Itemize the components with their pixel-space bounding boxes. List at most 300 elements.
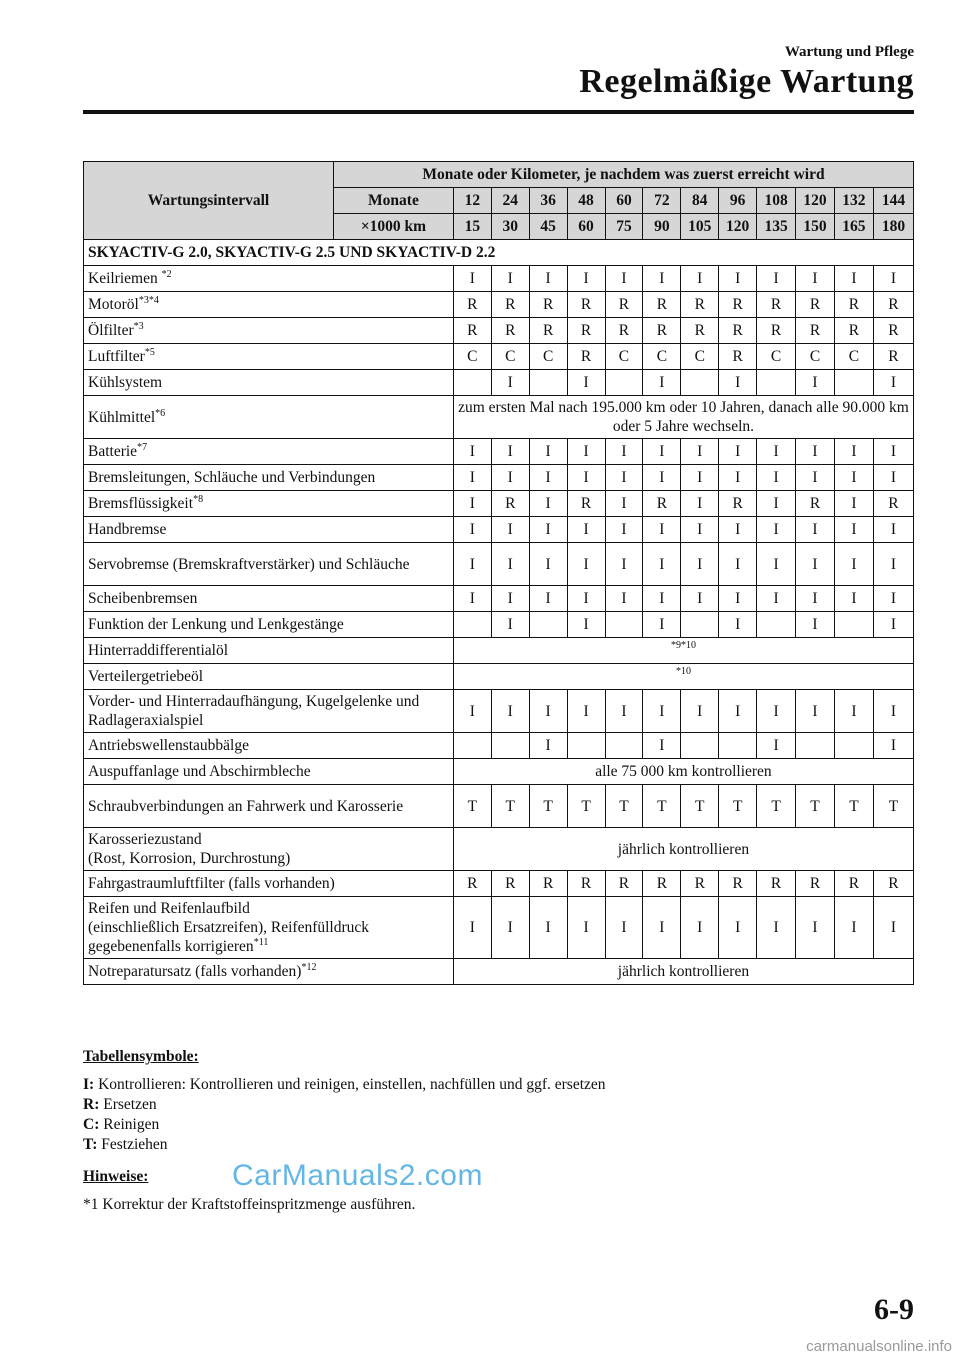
span-cell: zum ersten Mal nach 195.000 km oder 10 Jahren, danach alle 90.000 km oder 5 Jahre wechseln. (453, 396, 913, 439)
value-cell (605, 733, 643, 759)
value-cell: I (643, 543, 681, 586)
value-cell: R (643, 292, 681, 318)
value-cell: R (605, 292, 643, 318)
table-row (84, 612, 914, 638)
row-label-text: Servobremse (Bremskraftverstärker) und Schläuche (88, 555, 410, 573)
value-cell: R (873, 871, 913, 897)
legend-items (83, 1075, 606, 1155)
month-cell: 120 (796, 188, 835, 214)
value-cell: R (491, 318, 529, 344)
value-cell: R (643, 318, 681, 344)
span-cell: jährlich kontrollieren (453, 959, 913, 985)
value-cell: R (834, 292, 873, 318)
value-cell: I (453, 465, 491, 491)
span-cell: jährlich kontrollieren (453, 828, 913, 871)
value-cell: R (834, 318, 873, 344)
value-cell: R (605, 871, 643, 897)
month-cell: 60 (605, 188, 643, 214)
value-cell: I (605, 491, 643, 517)
km-cell: 15 (453, 214, 491, 240)
value-cell: R (567, 871, 605, 897)
value-cell: T (834, 785, 873, 828)
value-cell: I (491, 439, 529, 465)
value-cell: R (491, 871, 529, 897)
km-cell: 165 (834, 214, 873, 240)
value-cell: I (719, 517, 757, 543)
row-label (84, 690, 454, 733)
value-cell: I (796, 897, 835, 959)
value-cell: I (529, 897, 567, 959)
value-cell: R (491, 292, 529, 318)
value-cell: C (605, 344, 643, 370)
value-cell: R (643, 491, 681, 517)
value-cell: T (453, 785, 491, 828)
value-cell: I (681, 690, 719, 733)
footnote-ref: *2 (161, 269, 172, 280)
value-cell: R (567, 344, 605, 370)
row-label-text: Scheibenbremsen (88, 590, 198, 607)
value-cell: I (719, 612, 757, 638)
value-cell: I (567, 897, 605, 959)
value-cell: I (757, 897, 796, 959)
table-row (84, 318, 914, 344)
value-cell: T (719, 785, 757, 828)
value-cell: I (719, 586, 757, 612)
value-cell: I (491, 612, 529, 638)
value-cell: I (529, 439, 567, 465)
value-cell: I (873, 465, 913, 491)
value-cell: I (529, 543, 567, 586)
value-cell: I (834, 491, 873, 517)
row-label (84, 785, 454, 828)
row-label (84, 759, 454, 785)
row-label (84, 828, 454, 871)
value-cell: R (453, 318, 491, 344)
value-cell: I (681, 543, 719, 586)
value-cell: I (873, 690, 913, 733)
row-label-text: Bremsleitungen, Schläuche und Verbindungen (88, 469, 376, 486)
row-label-text: Keilriemen (88, 270, 162, 287)
value-cell: I (643, 612, 681, 638)
row-label-text: Reifen und Reifenlaufbild (88, 900, 250, 917)
value-cell: R (681, 318, 719, 344)
row-label (84, 664, 454, 690)
value-cell: R (491, 491, 529, 517)
value-cell: R (757, 292, 796, 318)
footnote-ref: *3*4 (138, 295, 159, 306)
value-cell: R (567, 491, 605, 517)
km-cell: 90 (643, 214, 681, 240)
value-cell (681, 612, 719, 638)
legend-item (83, 1135, 606, 1155)
page-title: Regelmäßige Wartung (579, 63, 914, 100)
value-cell: I (605, 439, 643, 465)
month-cell: 72 (643, 188, 681, 214)
value-cell: R (796, 318, 835, 344)
value-cell: I (643, 266, 681, 292)
value-cell: I (491, 543, 529, 586)
row-label (84, 959, 454, 985)
value-cell: I (796, 612, 835, 638)
value-cell: I (605, 690, 643, 733)
value-cell: R (796, 491, 835, 517)
value-cell (834, 370, 873, 396)
km-label: ×1000 km (334, 214, 454, 240)
value-cell: T (567, 785, 605, 828)
value-cell: R (719, 292, 757, 318)
legend-text: Reinigen (99, 1116, 160, 1133)
table-row (84, 266, 914, 292)
month-cell: 96 (719, 188, 757, 214)
value-cell: I (605, 897, 643, 959)
value-cell: I (453, 543, 491, 586)
value-cell: R (796, 292, 835, 318)
value-cell: I (873, 439, 913, 465)
value-cell: I (796, 690, 835, 733)
header-rule (83, 110, 914, 114)
value-cell: I (567, 465, 605, 491)
value-cell: I (453, 266, 491, 292)
row-label-text: (Rost, Korrosion, Durchrostung) (88, 850, 291, 867)
page-number: 6-9 (874, 1293, 914, 1326)
table-row (84, 517, 914, 543)
value-cell: I (529, 517, 567, 543)
month-cell: 36 (529, 188, 567, 214)
interval-header: Wartungsintervall (84, 162, 334, 240)
month-cell: 132 (834, 188, 873, 214)
row-label-text: Luftfilter (88, 348, 145, 365)
value-cell: I (873, 733, 913, 759)
value-cell: R (873, 318, 913, 344)
table-row (84, 344, 914, 370)
value-cell: R (796, 871, 835, 897)
legend-key: C: (83, 1116, 100, 1133)
value-cell: I (834, 439, 873, 465)
row-label-text: Batterie (88, 443, 138, 460)
footnote-ref: *7 (137, 442, 148, 453)
km-cell: 45 (529, 214, 567, 240)
row-label-text: Notreparatursatz (falls vorhanden) (88, 963, 302, 980)
month-cell: 144 (873, 188, 913, 214)
value-cell: I (681, 465, 719, 491)
value-cell: I (757, 266, 796, 292)
value-cell: I (453, 517, 491, 543)
value-cell: R (719, 871, 757, 897)
value-cell: I (757, 733, 796, 759)
row-label (84, 543, 454, 586)
value-cell: I (567, 690, 605, 733)
footnote-ref: *12 (301, 962, 317, 973)
value-cell: I (757, 439, 796, 465)
value-cell: R (719, 318, 757, 344)
table-row (84, 759, 914, 785)
maintenance-table (83, 161, 914, 985)
row-label-text: Antriebswellenstaubbälge (88, 737, 249, 754)
row-label (84, 733, 454, 759)
value-cell: I (834, 465, 873, 491)
row-label-text: Hinterraddifferentialöl (88, 642, 229, 659)
value-cell: C (834, 344, 873, 370)
table-row (84, 586, 914, 612)
value-cell: I (491, 897, 529, 959)
value-cell (453, 733, 491, 759)
value-cell: I (643, 586, 681, 612)
row-label-text: Vorder- und Hinterradaufhängung, Kugelgelenke und Radlageraxialspiel (88, 693, 420, 729)
row-label (84, 370, 454, 396)
table-row (84, 396, 914, 439)
value-cell: I (529, 491, 567, 517)
value-cell (757, 612, 796, 638)
value-cell: R (757, 318, 796, 344)
value-cell: I (643, 439, 681, 465)
value-cell: I (873, 517, 913, 543)
month-cell: 48 (567, 188, 605, 214)
value-cell: I (491, 517, 529, 543)
table-row (84, 543, 914, 586)
value-cell: I (796, 543, 835, 586)
row-label (84, 586, 454, 612)
value-cell: I (757, 491, 796, 517)
value-cell: I (491, 690, 529, 733)
footnote-ref: *8 (193, 494, 204, 505)
table-row (84, 439, 914, 465)
value-cell: R (529, 871, 567, 897)
km-cell: 105 (681, 214, 719, 240)
value-cell: T (873, 785, 913, 828)
row-label (84, 612, 454, 638)
month-cell: 84 (681, 188, 719, 214)
legend-item (83, 1075, 606, 1095)
value-cell: R (873, 491, 913, 517)
km-cell: 135 (757, 214, 796, 240)
section-title: Wartung und Pflege (784, 44, 914, 60)
value-cell: I (796, 266, 835, 292)
row-label-text: Karosseriezustand (88, 831, 202, 848)
row-label-text: Kühlsystem (88, 374, 163, 391)
months-label: Monate (334, 188, 454, 214)
notes (83, 1195, 606, 1215)
row-label-text: Schraubverbindungen an Fahrwerk und Karosserie (88, 797, 404, 815)
notes-title: Hinweise: (83, 1168, 149, 1185)
footnote-ref: *6 (155, 407, 166, 419)
table-row (84, 897, 914, 959)
table-row (84, 959, 914, 985)
value-cell: C (643, 344, 681, 370)
row-label (84, 897, 454, 959)
value-cell: I (757, 543, 796, 586)
value-cell: T (757, 785, 796, 828)
legend-text: Ersetzen (99, 1096, 157, 1113)
row-label (84, 638, 454, 664)
value-cell (491, 733, 529, 759)
value-cell: I (681, 517, 719, 543)
value-cell (834, 612, 873, 638)
value-cell: R (529, 318, 567, 344)
value-cell: R (567, 318, 605, 344)
value-cell: C (491, 344, 529, 370)
value-cell: I (757, 517, 796, 543)
value-cell: R (681, 292, 719, 318)
row-label-text: Ölfilter (88, 322, 134, 339)
table-row (84, 664, 914, 690)
value-cell (796, 733, 835, 759)
value-cell: R (453, 871, 491, 897)
table-row (84, 465, 914, 491)
table-row (84, 491, 914, 517)
row-label (84, 396, 454, 439)
value-cell: I (567, 370, 605, 396)
row-label-text: Auspuffanlage und Abschirmbleche (88, 763, 311, 780)
value-cell: I (796, 586, 835, 612)
value-cell: I (605, 266, 643, 292)
value-cell: I (719, 897, 757, 959)
value-cell: I (491, 465, 529, 491)
table-row (84, 785, 914, 828)
value-cell: I (796, 439, 835, 465)
row-label-text: Kühlmittel (88, 408, 156, 426)
group-title: SKYACTIV-G 2.0, SKYACTIV-G 2.5 UND SKYACTIV-D 2.2 (84, 240, 914, 266)
legend-key: T: (83, 1136, 98, 1153)
value-cell: I (834, 897, 873, 959)
row-label-text: Bremsflüssigkeit (88, 495, 194, 512)
value-cell: R (757, 871, 796, 897)
value-cell: I (757, 465, 796, 491)
km-cell: 75 (605, 214, 643, 240)
value-cell: I (796, 517, 835, 543)
footnote-ref: *11 (253, 937, 269, 948)
table-row (84, 733, 914, 759)
row-label-text: Handbremse (88, 521, 167, 538)
site-watermark: carmanualsonline.info (806, 1338, 952, 1355)
value-cell: R (453, 292, 491, 318)
value-cell: I (719, 439, 757, 465)
footnote-cell: *10 (453, 664, 913, 690)
row-label (84, 266, 454, 292)
legend-item (83, 1115, 606, 1135)
value-cell: I (681, 491, 719, 517)
value-cell: C (453, 344, 491, 370)
row-label (84, 491, 454, 517)
table-row (84, 690, 914, 733)
value-cell: I (643, 465, 681, 491)
value-cell: R (681, 871, 719, 897)
span-cell: alle 75 000 km kontrollieren (453, 759, 913, 785)
value-cell: I (719, 543, 757, 586)
value-cell: C (681, 344, 719, 370)
value-cell: I (529, 266, 567, 292)
value-cell (529, 612, 567, 638)
value-cell: C (796, 344, 835, 370)
value-cell: C (757, 344, 796, 370)
page-header (579, 44, 914, 101)
km-cell: 60 (567, 214, 605, 240)
value-cell: I (567, 612, 605, 638)
value-cell: I (834, 586, 873, 612)
value-cell (681, 733, 719, 759)
value-cell: I (529, 690, 567, 733)
value-cell: I (719, 690, 757, 733)
value-cell (757, 370, 796, 396)
table-row (84, 292, 914, 318)
value-cell: I (681, 897, 719, 959)
value-cell: I (719, 465, 757, 491)
span-header: Monate oder Kilometer, je nachdem was zuerst erreicht wird (334, 162, 914, 188)
value-cell: I (643, 370, 681, 396)
legend-title: Tabellensymbole: (83, 1048, 199, 1065)
value-cell (453, 370, 491, 396)
legend-key: R: (83, 1096, 100, 1113)
legend-key: I: (83, 1076, 95, 1093)
row-label-text: Fahrgastraumluftfilter (falls vorhanden) (88, 875, 335, 892)
value-cell: I (834, 266, 873, 292)
value-cell: I (681, 266, 719, 292)
row-label (84, 439, 454, 465)
value-cell: T (681, 785, 719, 828)
value-cell: I (873, 266, 913, 292)
value-cell: I (491, 586, 529, 612)
value-cell: T (605, 785, 643, 828)
value-cell: I (873, 897, 913, 959)
value-cell: R (873, 292, 913, 318)
value-cell: R (605, 318, 643, 344)
value-cell: I (757, 690, 796, 733)
table-row (84, 871, 914, 897)
row-label (84, 318, 454, 344)
value-cell: C (529, 344, 567, 370)
month-cell: 108 (757, 188, 796, 214)
table-row (84, 638, 914, 664)
row-label-text: Funktion der Lenkung und Lenkgestänge (88, 616, 344, 633)
note-item: *1 Korrektur der Kraftstoffeinspritzmenge ausführen. (83, 1196, 416, 1213)
value-cell: I (491, 266, 529, 292)
value-cell (605, 612, 643, 638)
value-cell: I (453, 690, 491, 733)
value-cell: I (757, 586, 796, 612)
month-cell: 24 (491, 188, 529, 214)
value-cell: R (529, 292, 567, 318)
value-cell: I (529, 733, 567, 759)
row-label-text: (einschließlich Ersatzreifen), Reifenfülldruck gegebenenfalls korrigieren (88, 919, 370, 955)
value-cell: I (605, 465, 643, 491)
value-cell: I (643, 690, 681, 733)
footnote-ref: *5 (144, 347, 155, 358)
value-cell (605, 370, 643, 396)
value-cell: I (453, 897, 491, 959)
value-cell: I (796, 370, 835, 396)
value-cell: R (873, 344, 913, 370)
value-cell (567, 733, 605, 759)
value-cell (681, 370, 719, 396)
value-cell: I (681, 439, 719, 465)
row-label (84, 344, 454, 370)
value-cell: T (491, 785, 529, 828)
value-cell: I (605, 543, 643, 586)
value-cell: I (643, 517, 681, 543)
footnote-ref: *3 (133, 321, 144, 332)
value-cell: R (719, 344, 757, 370)
value-cell: R (643, 871, 681, 897)
value-cell: I (529, 465, 567, 491)
value-cell (834, 733, 873, 759)
value-cell (719, 733, 757, 759)
value-cell: I (567, 439, 605, 465)
value-cell: I (796, 465, 835, 491)
value-cell: I (873, 370, 913, 396)
value-cell: I (681, 586, 719, 612)
value-cell: I (873, 586, 913, 612)
row-label (84, 871, 454, 897)
value-cell: I (719, 370, 757, 396)
